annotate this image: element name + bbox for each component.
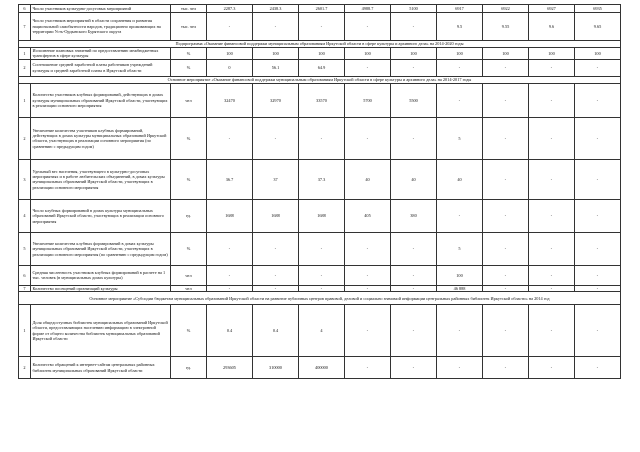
value-cell: - xyxy=(575,232,621,265)
value-cell: 9.6 xyxy=(529,13,575,41)
row-number-cell: 4 xyxy=(19,199,31,232)
value-cell: 32470 xyxy=(207,83,253,117)
value-cell: - xyxy=(483,117,529,159)
value-cell: - xyxy=(391,117,437,159)
value-cell: 32970 xyxy=(253,83,299,117)
row-number-cell: 2 xyxy=(19,59,31,76)
value-cell: 33570 xyxy=(299,83,345,117)
value-cell: - xyxy=(529,83,575,117)
value-cell: 400000 xyxy=(299,357,345,379)
value-cell: - xyxy=(299,13,345,41)
indicator-name-cell: Увеличение количества участников клубных формирований, действующих в домах культуры муниципальных образований Иркутской области, участвующих в реализации основного мероприятия (по сравнению с предыдущим годом) xyxy=(31,117,171,159)
value-cell: - xyxy=(483,232,529,265)
value-cell: - xyxy=(575,265,621,285)
value-cell: - xyxy=(529,117,575,159)
value-cell: - xyxy=(391,59,437,76)
value-cell: 9.65 xyxy=(575,13,621,41)
value-cell: - xyxy=(253,265,299,285)
value-cell: 1688 xyxy=(299,199,345,232)
value-cell: 9.5 xyxy=(437,13,483,41)
indicator-name-cell: Доля общедоступных библиотек муниципальных образований Иркутской области, предоставляющих населению информацию в электронной форме от общего количества библиотек муниципальных образований Иркутской области xyxy=(31,305,171,357)
value-cell: - xyxy=(345,285,391,291)
row-number-cell: 1 xyxy=(19,305,31,357)
value-cell: - xyxy=(299,232,345,265)
unit-cell: % xyxy=(171,232,207,265)
unit-cell: чел xyxy=(171,285,207,291)
value-cell: - xyxy=(483,305,529,357)
value-cell: 2601.7 xyxy=(299,5,345,13)
unit-cell: тыс. чел xyxy=(171,5,207,13)
value-cell: 2287.3 xyxy=(207,5,253,13)
value-cell: - xyxy=(391,232,437,265)
value-cell: 5700 xyxy=(345,83,391,117)
value-cell: - xyxy=(345,305,391,357)
indicator-name-cell: Количество посещений организаций культуры xyxy=(31,285,171,291)
table-row xyxy=(19,357,621,379)
value-cell: - xyxy=(437,199,483,232)
value-cell: 1688 xyxy=(207,199,253,232)
value-cell: - xyxy=(529,232,575,265)
value-cell: - xyxy=(253,117,299,159)
value-cell: - xyxy=(207,232,253,265)
value-cell: 5100 xyxy=(391,5,437,13)
value-cell: - xyxy=(299,285,345,291)
unit-cell: % xyxy=(171,117,207,159)
value-cell: 100 xyxy=(529,48,575,60)
value-cell: 6922 xyxy=(483,5,529,13)
value-cell: - xyxy=(391,285,437,291)
unit-cell: ед. xyxy=(171,199,207,232)
indicator-name-cell: Соотношение средней заработной платы работников учреждений культуры и средней заработной платы в Иркутской области xyxy=(31,59,171,76)
value-cell: - xyxy=(391,305,437,357)
value-cell: - xyxy=(437,357,483,379)
value-cell: - xyxy=(299,117,345,159)
section-header-text: Основное мероприятие «Оказание финансовой поддержки муниципальным образованиям Иркутской области в сфере культуры и архивного дела» на 2014-2017 годы xyxy=(19,76,621,83)
value-cell: 100 xyxy=(299,48,345,60)
value-cell: 5 xyxy=(437,232,483,265)
indicator-name-cell: Исполнение плановых значений по предоставлению межбюджетных трансфертов в сфере культуры xyxy=(31,48,171,60)
value-cell: 293605 xyxy=(207,357,253,379)
value-cell: 100 xyxy=(345,48,391,60)
value-cell: - xyxy=(345,59,391,76)
section-header-row xyxy=(19,41,621,48)
value-cell: 0.4 xyxy=(207,305,253,357)
value-cell: 0.4 xyxy=(253,305,299,357)
unit-cell: тыс. чел xyxy=(171,13,207,41)
value-cell: 100 xyxy=(391,48,437,60)
section-header-text: Подпрограмма «Оказание финансовой поддержки муниципальным образованиям Иркутской области в сфере культуры и архивного дела» на 2014-2020 годы xyxy=(19,41,621,48)
row-number-cell: 3 xyxy=(19,159,31,199)
indicator-name-cell: Количество участников клубных формирований, действующих в домах культуры муниципальных образований Иркутской области, участвующих в реализации основного мероприятия xyxy=(31,83,171,117)
value-cell: - xyxy=(207,265,253,285)
row-number-cell: 1 xyxy=(19,83,31,117)
value-cell: 40 xyxy=(437,159,483,199)
value-cell: 100 xyxy=(437,265,483,285)
row-number-cell: 2 xyxy=(19,117,31,159)
value-cell: 9.55 xyxy=(483,13,529,41)
value-cell: - xyxy=(529,59,575,76)
unit-cell: % xyxy=(171,48,207,60)
row-number-cell: 5 xyxy=(19,232,31,265)
value-cell: - xyxy=(529,357,575,379)
indicator-table-page xyxy=(18,4,620,379)
value-cell: - xyxy=(345,232,391,265)
unit-cell: % xyxy=(171,305,207,357)
value-cell: 56.1 xyxy=(253,59,299,76)
indicator-name-cell: Число участников культурно-досуговых мероприятий xyxy=(31,5,171,13)
value-cell: 6917 xyxy=(437,5,483,13)
table-row xyxy=(19,48,621,60)
indicator-name-cell: Увеличение количества клубных формирований в домах культуры муниципальных образований Иркутской области, участвующих в реализации основного мероприятия (по сравнению с предыдущим годом) xyxy=(31,232,171,265)
value-cell: 2438.3 xyxy=(253,5,299,13)
value-cell: 0 xyxy=(207,59,253,76)
value-cell: - xyxy=(575,59,621,76)
value-cell: - xyxy=(437,305,483,357)
value-cell: - xyxy=(253,285,299,291)
row-number-cell: 2 xyxy=(19,357,31,379)
value-cell: 5 xyxy=(437,117,483,159)
row-number-cell: 7 xyxy=(19,13,31,41)
section-header-text: Основное мероприятие «Субсидии бюджетам муниципальных образований Иркутской области на развитие публичных центров правовой, деловой и социально значимой информации центральных районных библиотек Иркутской области» на 2014 год xyxy=(19,292,621,305)
value-cell: - xyxy=(391,13,437,41)
value-cell: - xyxy=(529,285,575,291)
value-cell: - xyxy=(575,199,621,232)
value-cell: 1688 xyxy=(253,199,299,232)
section-header-row xyxy=(19,292,621,305)
value-cell: 4988.7 xyxy=(345,5,391,13)
value-cell: 380 xyxy=(391,199,437,232)
value-cell: - xyxy=(207,117,253,159)
value-cell: 6927 xyxy=(529,5,575,13)
value-cell: - xyxy=(207,13,253,41)
value-cell: - xyxy=(529,265,575,285)
value-cell: - xyxy=(483,159,529,199)
indicator-name-cell: Число участников мероприятий в области сохранения и развития национальной самобытности народов, традиционно проживающих на территории Усть-Ордынского Бурятского округа xyxy=(31,13,171,41)
value-cell: 37.3 xyxy=(299,159,345,199)
value-cell: 100 xyxy=(437,48,483,60)
value-cell: 405 xyxy=(345,199,391,232)
value-cell: - xyxy=(575,357,621,379)
table-row xyxy=(19,265,621,285)
indicator-name-cell: Удельный вес населения, участвующего в культурно-досуговых мероприятиях и в работе любительских объединений, в домах культуры муниципальных образований Иркутской области, участвующих в реализации основного мероприятия xyxy=(31,159,171,199)
table-row xyxy=(19,305,621,357)
value-cell: 100 xyxy=(253,48,299,60)
value-cell: - xyxy=(345,265,391,285)
indicator-name-cell: Количество обращений к интернет-сайтам центральных районных библиотек муниципальных образований Иркутской области xyxy=(31,357,171,379)
value-cell: - xyxy=(391,357,437,379)
value-cell: 100 xyxy=(207,48,253,60)
table-row xyxy=(19,232,621,265)
table-row xyxy=(19,159,621,199)
section-header-row xyxy=(19,76,621,83)
table-row xyxy=(19,199,621,232)
unit-cell: чел xyxy=(171,265,207,285)
table-row xyxy=(19,59,621,76)
value-cell: 310000 xyxy=(253,357,299,379)
unit-cell: % xyxy=(171,59,207,76)
value-cell: - xyxy=(575,285,621,291)
value-cell: - xyxy=(529,159,575,199)
value-cell: 6935 xyxy=(575,5,621,13)
value-cell: - xyxy=(437,83,483,117)
value-cell: - xyxy=(483,59,529,76)
value-cell: - xyxy=(575,117,621,159)
value-cell: - xyxy=(529,305,575,357)
row-number-cell: 1 xyxy=(19,48,31,60)
value-cell: - xyxy=(299,265,345,285)
value-cell: - xyxy=(483,285,529,291)
unit-cell: % xyxy=(171,159,207,199)
value-cell: - xyxy=(345,13,391,41)
value-cell: 36.7 xyxy=(207,159,253,199)
value-cell: - xyxy=(483,199,529,232)
value-cell: 5500 xyxy=(391,83,437,117)
value-cell: - xyxy=(575,83,621,117)
indicator-name-cell: Число клубных формирований в домах культуры муниципальных образований Иркутской области, участвующих в реализации основного мероприятия xyxy=(31,199,171,232)
indicator-table xyxy=(18,4,621,379)
unit-cell: чел xyxy=(171,83,207,117)
table-row xyxy=(19,117,621,159)
value-cell: 46 888 xyxy=(437,285,483,291)
value-cell: - xyxy=(391,265,437,285)
value-cell: - xyxy=(575,159,621,199)
value-cell: 40 xyxy=(391,159,437,199)
value-cell: 4 xyxy=(299,305,345,357)
value-cell: - xyxy=(253,232,299,265)
value-cell: - xyxy=(345,357,391,379)
table-row xyxy=(19,5,621,13)
value-cell: - xyxy=(483,265,529,285)
value-cell: 100 xyxy=(483,48,529,60)
table-row xyxy=(19,83,621,117)
value-cell: 40 xyxy=(345,159,391,199)
unit-cell: ед. xyxy=(171,357,207,379)
value-cell: - xyxy=(437,59,483,76)
value-cell: - xyxy=(345,117,391,159)
table-row xyxy=(19,13,621,41)
row-number-cell: 6 xyxy=(19,265,31,285)
value-cell: - xyxy=(483,357,529,379)
value-cell: 100 xyxy=(575,48,621,60)
value-cell: - xyxy=(529,199,575,232)
indicator-name-cell: Средняя численность участников клубных формирований в расчете на 1 тыс. человек (в муниципальных домах культуры) xyxy=(31,265,171,285)
value-cell: 64.9 xyxy=(299,59,345,76)
value-cell: 37 xyxy=(253,159,299,199)
value-cell: - xyxy=(483,83,529,117)
row-number-cell: 7 xyxy=(19,285,31,291)
value-cell: - xyxy=(207,285,253,291)
value-cell: - xyxy=(253,13,299,41)
value-cell: - xyxy=(575,305,621,357)
row-number-cell: 6 xyxy=(19,5,31,13)
